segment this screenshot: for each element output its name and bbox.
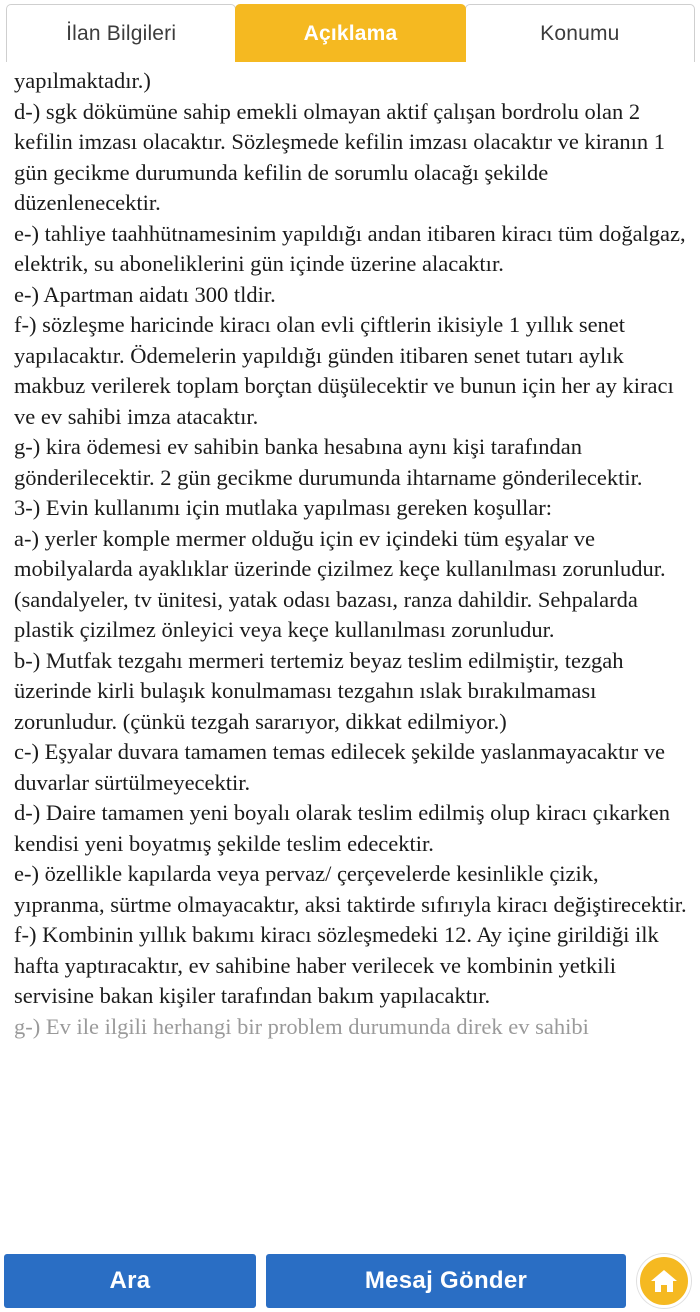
description-scroll-area[interactable] (0, 62, 700, 1252)
description-line: d-) Daire tamamen yeni boyalı olarak teslim edilmiş olup kiracı çıkarken kendisi yeni boyatmış şekilde teslim edecektir. (14, 800, 671, 856)
description-line: b-) Mutfak tezgahı mermeri tertemiz beyaz teslim edilmiştir, tezgah üzerinde kirli bulaşık konulmaması tezgahın ıslak bırakılmaması zorunludur. (çünkü tezgah sararıyor, dikkat edilmiyor.) (14, 647, 624, 734)
tab-ilan-bilgileri[interactable] (6, 4, 236, 62)
tab-label: Açıklama (303, 21, 398, 45)
description-line: e-) özellikle kapılarda veya pervaz/ çerçevelerde kesinlikle çizik, yıpranma, sürtme olmayacaktır, aksi taktirde sıfırıyla kiracı değiştirecektir. (14, 861, 687, 917)
description-line: d-) sgk dökümüne sahip emekli olmayan aktif çalışan bordrolu olan 2 kefilin imzası olacaktır. Sözleşmede kefilin imzası olacaktır ve kiranın 1 gün gecikme durumunda kefilin de sorumlu olacağı şekilde düzenlenecektir. (14, 98, 666, 215)
description-line: g-) kira ödemesi ev sahibin banka hesabına aynı kişi tarafından gönderilecektir. 2 gün gecikme durumunda ihtarname gönderilecektir. (14, 434, 643, 490)
tab-label: İlan Bilgileri (66, 21, 177, 45)
description-line: f-) Kombinin yıllık bakımı kiracı sözleşmedeki 12. Ay içine girildiği ilk hafta yaptıracaktır, ev sahibine haber verilecek ve kombinin yetkili servisine bakan kişiler tarafından bakım yapılacaktır. (14, 922, 659, 1008)
description-line: yapılmaktadır.) (14, 68, 151, 93)
description-line: e-) Apartman aidatı 300 tldir. (14, 281, 276, 307)
home-icon[interactable] (637, 1254, 691, 1308)
description-line: f-) sözleşme haricinde kiracı olan evli çiftlerin ikisiyle 1 yıllık senet yapılacaktır. Ödemelerin yapıldığı günden itibaren senet tutarı aylık makbuz verilerek toplam borçtan düşülecektir ve bunun için her ay kiracı ve ev sahibi imza atacaktır. (14, 312, 674, 429)
tab-konumu[interactable] (465, 4, 695, 62)
call-button[interactable]: Ara (4, 1254, 256, 1308)
bottom-action-bar (0, 1252, 700, 1312)
tab-aciklama[interactable] (235, 4, 465, 62)
send-message-button[interactable]: Mesaj Gönder (266, 1254, 626, 1308)
description-line: e-) tahliye taahhütnamesinim yapıldığı andan itibaren kiracı tüm doğalgaz, elektrik, su aboneliklerini gün içinde üzerine alacaktır. (14, 220, 686, 276)
description-line: a-) yerler komple mermer olduğu için ev içindeki tüm eşyalar ve mobilyalarda ayaklıklar üzerinde çizilmez keçe kullanılması zorunludur. (sandalyeler, tv ünitesi, yatak odası bazası, ranza dahildir. Sehpalarda plastik çizilmez önleyici veya keçe kullanılması zorunludur. (14, 525, 666, 642)
description-line-cutoff: g-) Ev ile ilgili herhangi bir problem durumunda direk ev sahibi (14, 1013, 589, 1039)
tab-bar (0, 0, 700, 62)
description-line: 3-) Evin kullanımı için mutlaka yapılması gereken koşullar: (14, 495, 552, 520)
home-button[interactable] (632, 1254, 696, 1308)
description-line: c-) Eşyalar duvara tamamen temas edilecek şekilde yaslanmayacaktır ve duvarlar sürtülmeyecektir. (14, 739, 665, 795)
tab-label: Konumu (540, 21, 620, 45)
content-fade-overlay (0, 1212, 700, 1252)
